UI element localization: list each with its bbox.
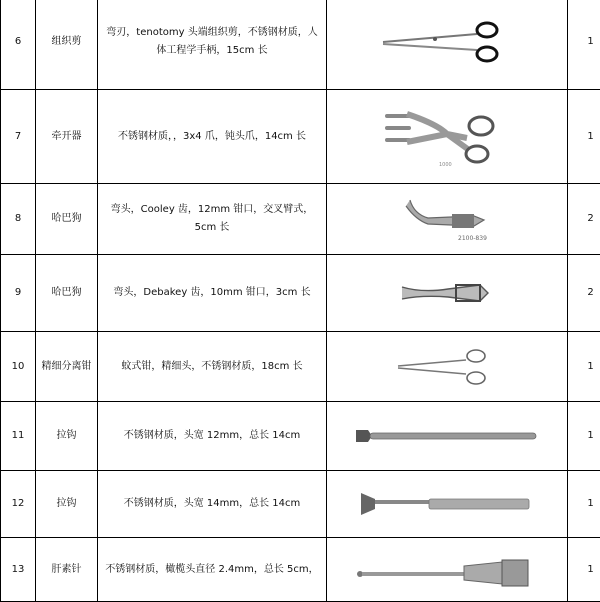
instrument-image (327, 538, 568, 602)
instrument-description: 弯刃，tenotomy 头端组织剪，不锈钢材质，人体工程学手柄，15cm 长 (98, 0, 327, 90)
row-number: 8 (1, 184, 36, 255)
instrument-name: 拉钩 (36, 402, 98, 471)
retractor-icon (377, 104, 517, 170)
instrument-description: 弯头，Debakey 齿，10mm 钳口，3cm 长 (98, 255, 327, 332)
instrument-name: 哈巴狗 (36, 255, 98, 332)
row-number: 7 (1, 90, 36, 184)
instrument-image (327, 255, 568, 332)
mosquito-forceps-icon (392, 344, 502, 390)
instrument-image (327, 471, 568, 538)
rake-retractor-icon (357, 489, 537, 519)
row-number: 12 (1, 471, 36, 538)
instrument-image (327, 0, 568, 90)
instrument-name: 牵开器 (36, 90, 98, 184)
quantity: 1 (568, 90, 600, 184)
bulldog-clamp-curved-icon (392, 192, 502, 246)
quantity: 1 (568, 538, 600, 602)
table-row (1, 332, 600, 402)
instrument-description: 不锈钢材质，头宽 14mm，总长 14cm (98, 471, 327, 538)
instrument-image (327, 402, 568, 471)
heparin-needle-icon (352, 552, 542, 588)
row-number: 6 (1, 0, 36, 90)
instrument-description: 不锈钢材质，橄榄头直径 2.4mm，总长 5cm， (98, 538, 327, 602)
instrument-image (327, 332, 568, 402)
instrument-description: 蚊式钳，精细头，不锈钢材质，18cm 长 (98, 332, 327, 402)
instrument-name: 哈巴狗 (36, 184, 98, 255)
quantity: 2 (568, 255, 600, 332)
image-label: 2100-839 (458, 235, 487, 242)
instrument-name: 拉钩 (36, 471, 98, 538)
quantity: 1 (568, 402, 600, 471)
instrument-image (327, 90, 568, 184)
row-number: 9 (1, 255, 36, 332)
quantity: 1 (568, 0, 600, 90)
instrument-name: 组织剪 (36, 0, 98, 90)
bulldog-clamp-icon (392, 273, 502, 313)
instrument-name: 精细分离钳 (36, 332, 98, 402)
instrument-name: 肝素针 (36, 538, 98, 602)
quantity: 2 (568, 184, 600, 255)
hook-retractor-icon (352, 424, 542, 448)
table-row (1, 538, 600, 602)
table-row (1, 90, 600, 184)
table-row (1, 402, 600, 471)
instrument-image (327, 184, 568, 255)
quantity: 1 (568, 332, 600, 402)
instrument-description: 弯头，Cooley 齿，12mm 钳口，交叉臂式，5cm 长 (98, 184, 327, 255)
table-row (1, 255, 600, 332)
scissors-icon (377, 12, 517, 72)
row-number: 11 (1, 402, 36, 471)
table-row (1, 471, 600, 538)
quantity: 1 (568, 471, 600, 538)
table-row (1, 0, 600, 90)
row-number: 13 (1, 538, 36, 602)
instrument-description: 不锈钢材质，，3x4 爪，钝头爪，14cm 长 (98, 90, 327, 184)
instrument-description: 不锈钢材质，头宽 12mm，总长 14cm (98, 402, 327, 471)
table-row (1, 184, 600, 255)
image-label: 1000 (439, 162, 452, 168)
row-number: 10 (1, 332, 36, 402)
